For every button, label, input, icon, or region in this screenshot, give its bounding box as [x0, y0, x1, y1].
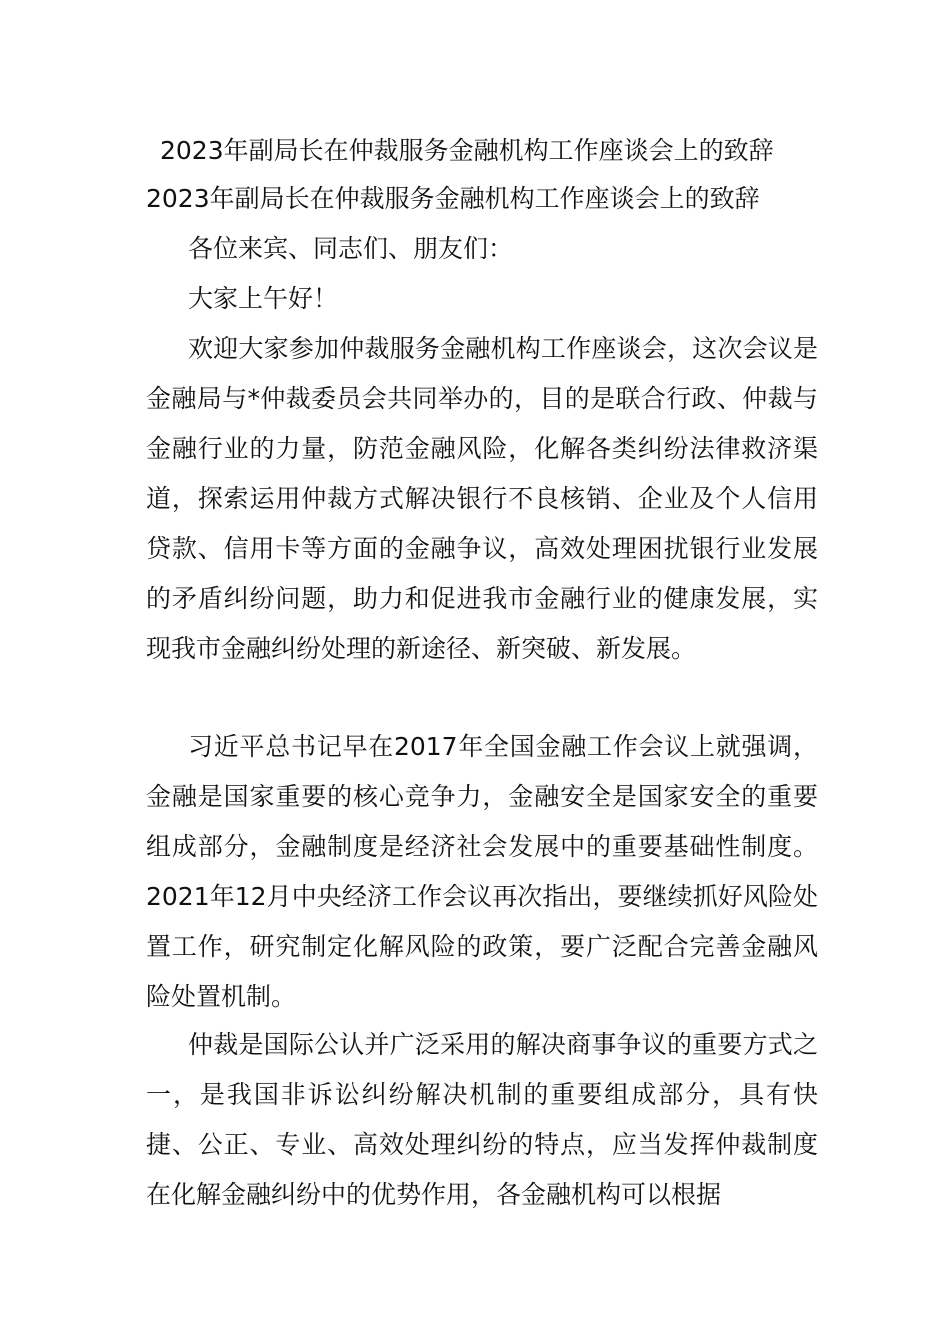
document-title-line-2: 2023年副局长在仲裁服务金融机构工作座谈会上的致辞 [146, 184, 760, 213]
greeting: 大家上午好！ [188, 284, 339, 313]
salutation: 各位来宾、同志们、朋友们： [188, 234, 514, 263]
paragraph-arbitration: 仲裁是国际公认并广泛采用的解决商事争议的重要方式之一，是我国非诉讼纠纷解决机制的重要组成部分，具有快捷、公正、专业、高效处理纠纷的特点，应当发挥仲裁制度在化解金融纠纷中的优势作用，各金融机构可以根据 [146, 1030, 818, 1209]
document-title-line-1: 2023年副局长在仲裁服务金融机构工作座谈会上的致辞 [160, 136, 774, 165]
paragraph-xi-remarks: 习近平总书记早在2017年全国金融工作会议上就强调，金融是国家重要的核心竞争力，金融安全是国家安全的重要组成部分，金融制度是经济社会发展中的重要基础性制度。2021年12月中央经济工作会议再次指出，要继续抓好风险处置工作，研究制定化解风险的政策，要广泛配合完善金融风险处置机制。 [146, 732, 818, 1011]
paragraph-welcome: 欢迎大家参加仲裁服务金融机构工作座谈会，这次会议是金融局与*仲裁委员会共同举办的，目的是联合行政、仲裁与金融行业的力量，防范金融风险，化解各类纠纷法律救济渠道，探索运用仲裁方式解决银行不良核销、企业及个人信用贷款、信用卡等方面的金融争议，高效处理困扰银行业发展的矛盾纠纷问题，助力和促进我市金融行业的健康发展，实现我市金融纠纷处理的新途径、新突破、新发展。 [146, 334, 818, 663]
